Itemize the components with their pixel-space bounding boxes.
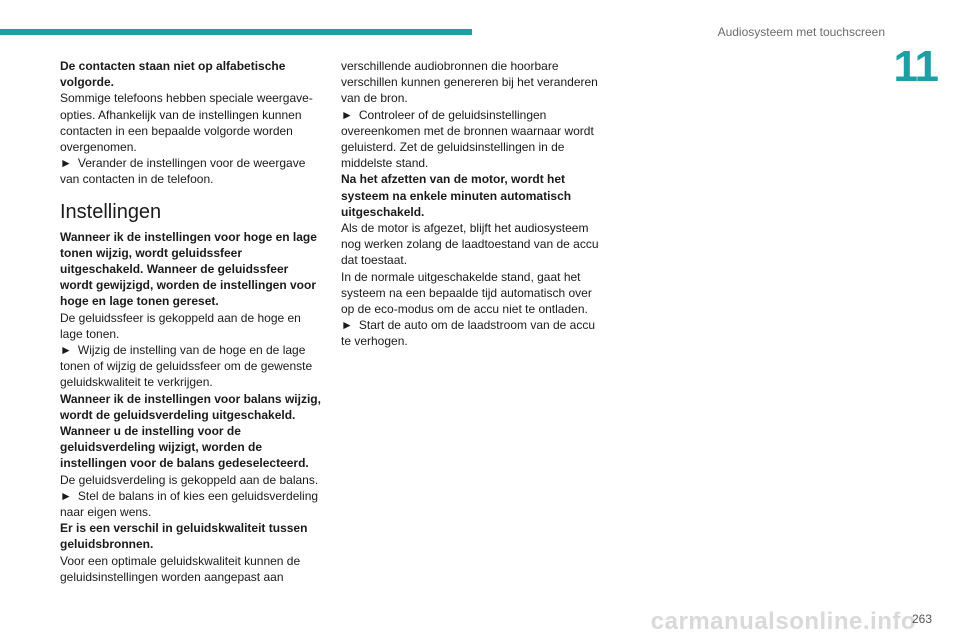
bullet-arrow-icon: ► <box>60 488 72 503</box>
shutdown-note-text-2: In de normale uitgeschakelde stand, gaat het systeem na een bepaalde tijd automatisch over op de eco-modus om de accu niet te ontladen. <box>341 269 592 317</box>
watermark: carmanualsonline.info <box>650 608 916 635</box>
contacts-note-heading: De contacten staan niet op alfabetische volgorde. <box>60 59 286 90</box>
tone-note-heading: Wanneer ik de instellingen voor hoge en lage tonen wijzig, wordt geluidssfeer uitgeschakeld. Wanneer de geluidssfeer wordt gewijzigd, worden de instellingen voor hoge en lage tonen gereset. <box>60 229 317 309</box>
right-column <box>341 58 606 350</box>
left-column <box>60 58 324 585</box>
header-accent-bar <box>0 29 472 35</box>
bullet-text: Controleer of de geluidsinstellingen overeenkomen met de bronnen waarnaar wordt geluisterd. Zet de geluidsinstellingen in de middelste stand. <box>341 107 594 171</box>
contacts-note-text: Sommige telefoons hebben speciale weergave-opties. Afhankelijk van de instellingen kunnen contacten in een bepaalde volgorde worden overgenomen. <box>60 91 313 155</box>
balance-note-bullet <box>60 488 324 520</box>
tone-note-text: De geluidssfeer is gekoppeld aan de hoge en lage tonen. <box>60 310 301 341</box>
contacts-note-bullet <box>60 155 324 187</box>
bullet-arrow-icon: ► <box>60 156 72 171</box>
balance-note-heading: Wanneer ik de instellingen voor balans wijzig, wordt de geluidsverdeling uitgeschakeld. Wanneer u de instelling voor de geluidsverdeling wijzigt, worden de instellingen voor de balans gedeselecteerd. <box>60 391 321 471</box>
tone-note-bullet <box>60 342 324 391</box>
quality-note-text: Voor een optimale geluidskwaliteit kunnen de geluidsinstellingen worden aangepast aan <box>60 553 301 584</box>
bullet-text: Wijzig de instelling van de hoge en de lage tonen of wijzig de geluidssfeer om de gewenste geluidskwaliteit te verkrijgen. <box>60 343 313 390</box>
bullet-arrow-icon: ► <box>341 318 353 333</box>
bullet-text: Start de auto om de laadstroom van de accu te verhogen. <box>341 318 596 349</box>
shutdown-note-text-1: Als de motor is afgezet, blijft het audiosysteem nog werken zolang de laadtoestand van de accu dat toestaat. <box>341 221 599 268</box>
quality-note-continued: verschillende audiobronnen die hoorbare verschillen kunnen genereren bij het veranderen van de bron. <box>341 59 598 106</box>
page-number: 263 <box>911 612 932 626</box>
section-heading: Instellingen <box>60 200 162 223</box>
quality-note-bullet <box>341 107 606 172</box>
bullet-arrow-icon: ► <box>341 107 353 122</box>
balance-note-text: De geluidsverdeling is gekoppeld aan de balans. <box>60 472 319 487</box>
chapter-number: 11 <box>893 42 938 91</box>
bullet-text: Stel de balans in of kies een geluidsverdeling naar eigen wens. <box>60 488 319 520</box>
bullet-text: Verander de instellingen voor de weergave van contacten in de telefoon. <box>60 156 306 187</box>
bullet-arrow-icon: ► <box>60 343 72 358</box>
quality-note-heading: Er is een verschil in geluidskwaliteit tussen geluidsbronnen. <box>60 521 308 552</box>
section-title: Audiosysteem met touchscreen <box>717 25 885 39</box>
shutdown-note-heading: Na het afzetten van de motor, wordt het systeem na enkele minuten automatisch uitgeschakeld. <box>341 172 572 219</box>
shutdown-note-bullet <box>341 317 606 349</box>
